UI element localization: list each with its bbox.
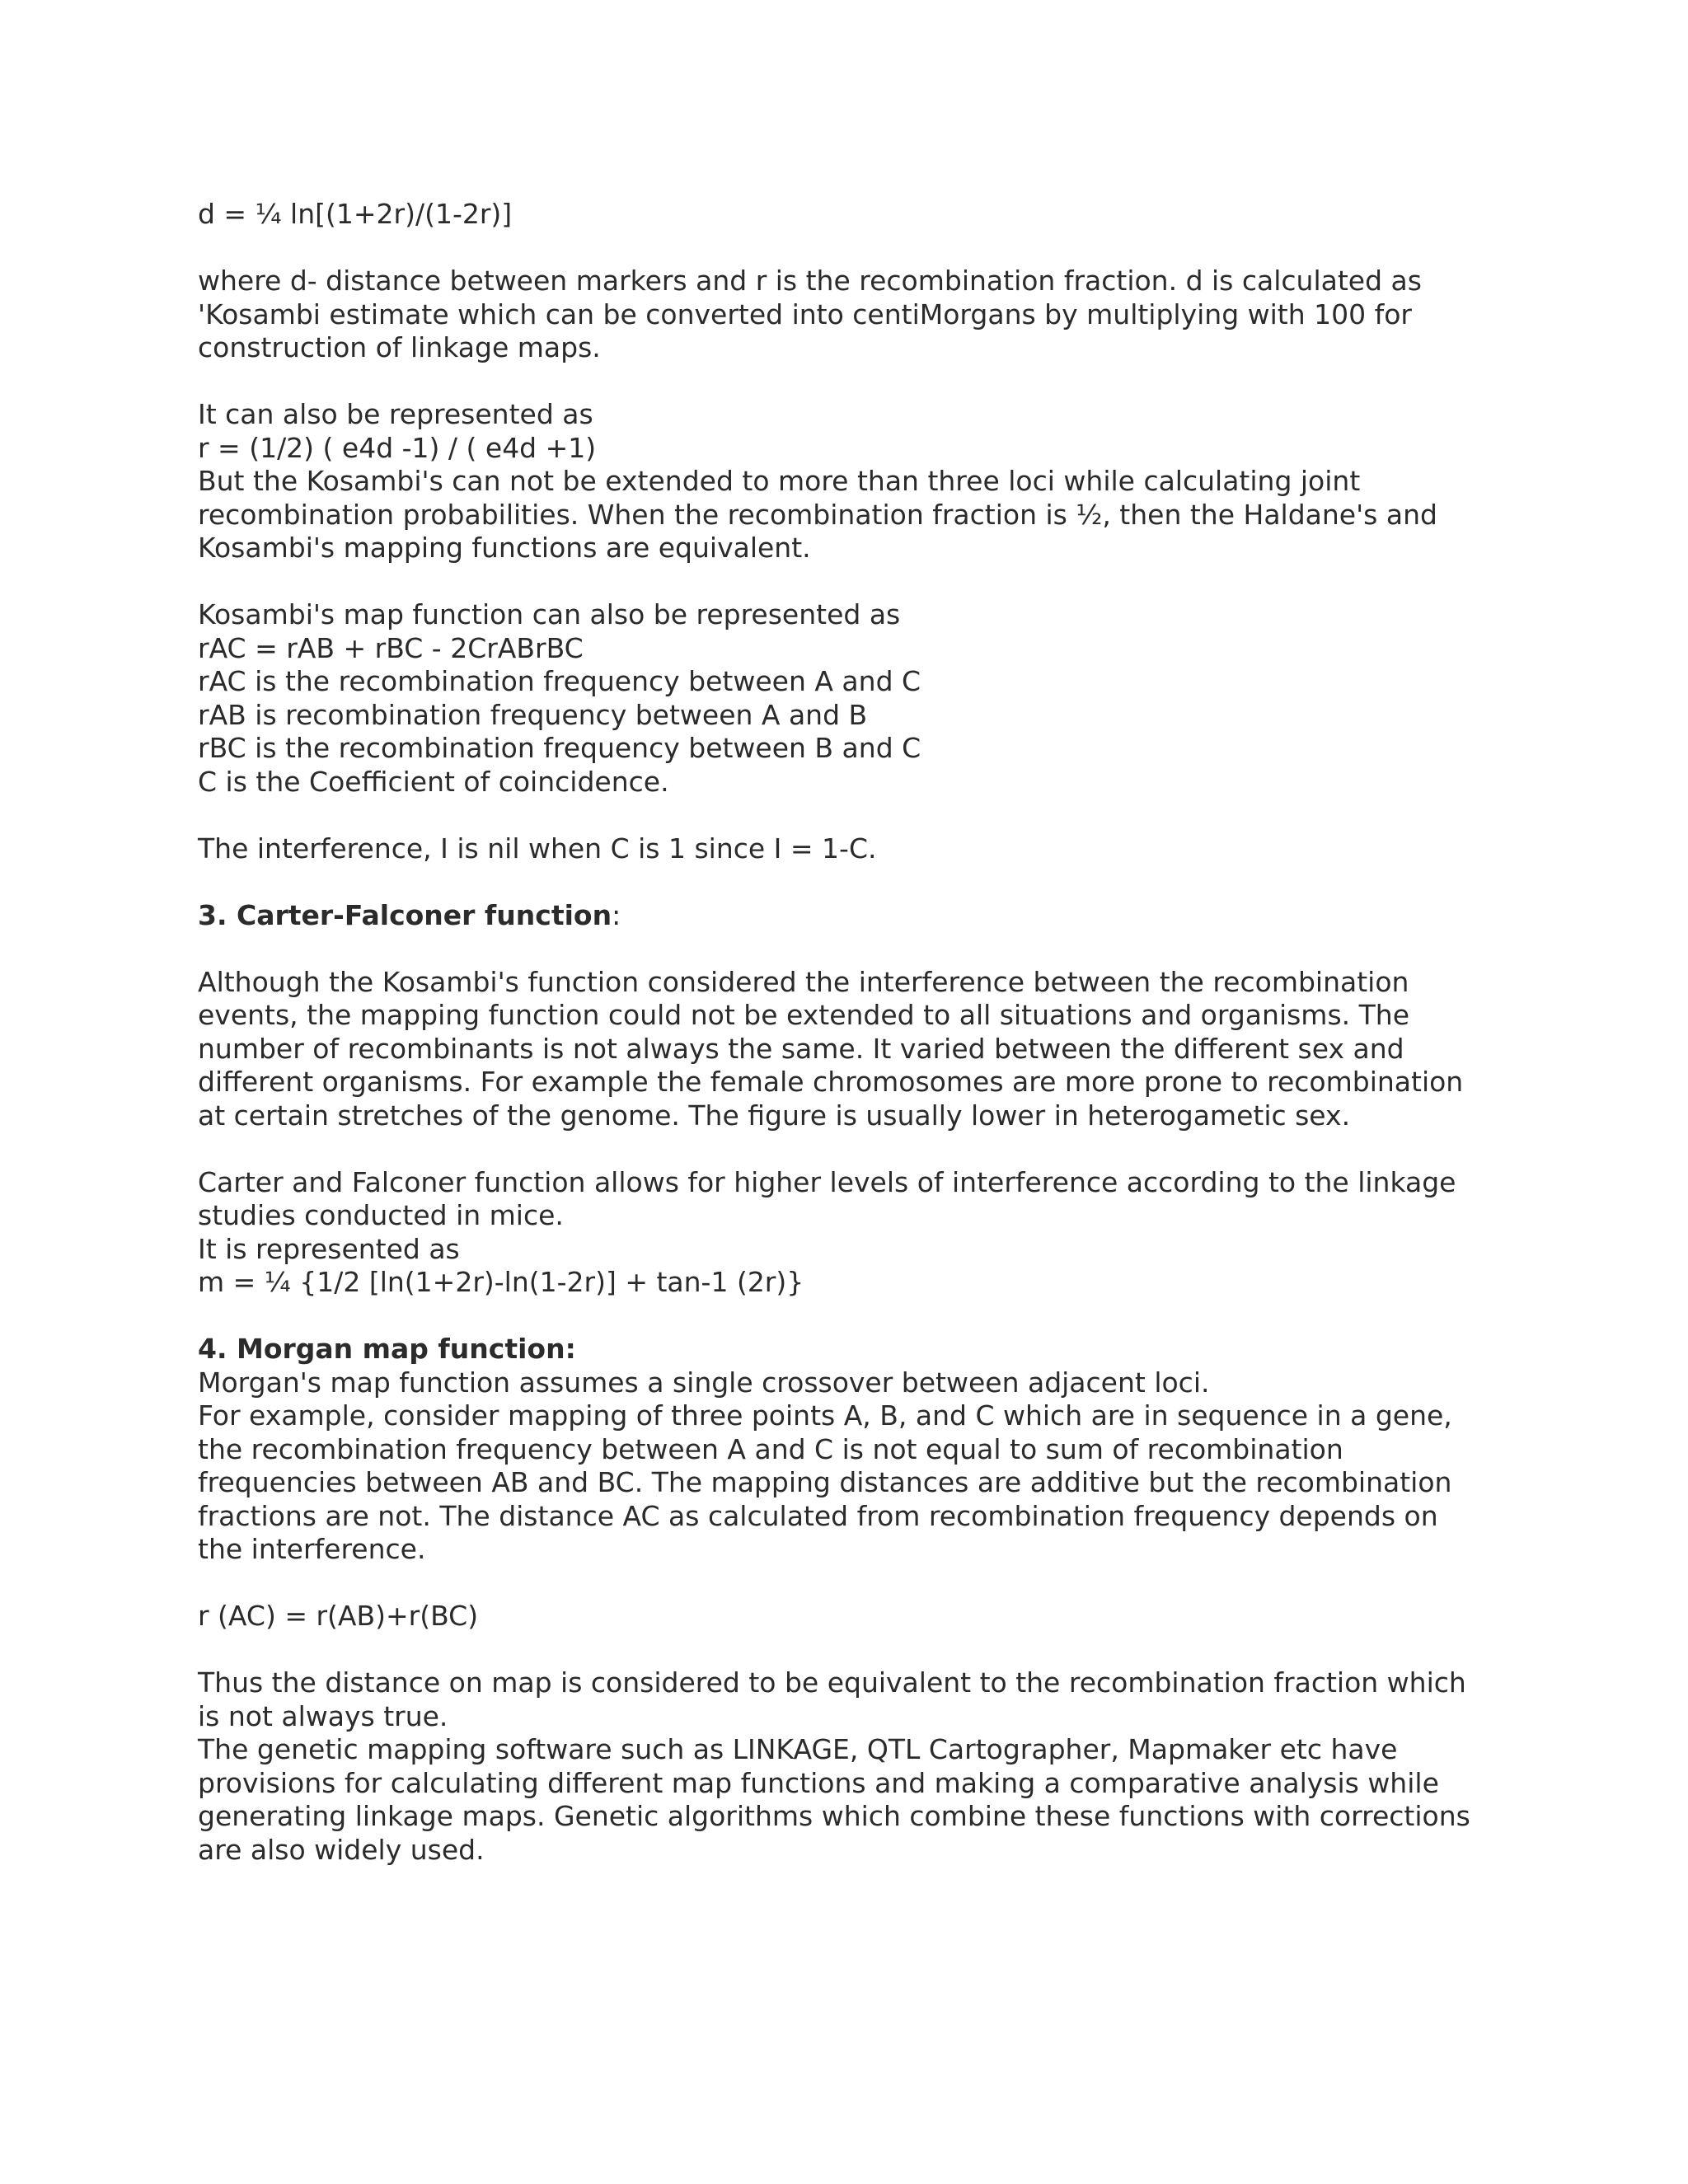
text-line: the recombination frequency between A and C is not equal to sum of recombination (198, 1432, 1343, 1465)
text-line: It is represented as (198, 1232, 460, 1265)
text-line: are also widely used. (198, 1833, 485, 1866)
text-line: rBC is the recombination frequency between B and C (198, 732, 921, 764)
text-line: But the Kosambi's can not be extended to more than three loci while calculating joint (198, 465, 1361, 497)
section-3-title: 3. Carter-Falconer function (198, 898, 612, 931)
text-line: Carter and Falconer function allows for higher levels of interference according to the linkage (198, 1165, 1456, 1198)
text-line: at certain stretches of the genome. The figure is usually lower in heterogametic sex. (198, 1099, 1351, 1132)
formula-line: rAC = rAB + rBC - 2CrABrBC (198, 631, 584, 664)
text-line: is not always true. (198, 1699, 448, 1732)
morgan-formula: r (AC) = r(AB)+r(BC) (198, 1600, 479, 1632)
section-3-heading (198, 899, 1517, 933)
section-4-paragraph-2 (198, 1666, 1517, 1867)
text-line: fractions are not. The distance AC as calculated from recombination frequency depends on (198, 1499, 1438, 1532)
text-line: the interference. (198, 1533, 426, 1565)
text-line: generating linkage maps. Genetic algorithms which combine these functions with corrections (198, 1800, 1470, 1832)
text-line: 'Kosambi estimate which can be converted into centiMorgans by multiplying with 100 for (198, 298, 1412, 330)
section-4-paragraph-1 (198, 1366, 1517, 1567)
kosambi-formula: d = ¼ ln[(1+2r)/(1-2r)] (198, 198, 513, 230)
text-line: construction of linkage maps. (198, 331, 601, 363)
section-3-paragraph-2 (198, 1166, 1517, 1300)
text-line: frequencies between AB and BC. The mapping distances are additive but the recombination (198, 1466, 1452, 1498)
text-line: Morgan's map function assumes a single crossover between adjacent loci. (198, 1366, 1210, 1399)
formula-line: r = (1/2) ( e4d -1) / ( e4d +1) (198, 431, 597, 464)
text-line: where d- distance between markers and r is the recombination fraction. d is calculated as (198, 265, 1422, 297)
text-line: It can also be represented as (198, 398, 593, 430)
text-line: Thus the distance on map is considered to be equivalent to the recombination fraction which (198, 1666, 1466, 1699)
text-line: C is the Coefficient of coincidence. (198, 765, 669, 798)
text-line: rAC is the recombination frequency between A and C (198, 665, 921, 697)
formula-line: m = ¼ {1/2 [ln(1+2r)-ln(1-2r)] + tan-1 (2r)} (198, 1266, 804, 1298)
section-4-heading: 4. Morgan map function: (198, 1333, 576, 1365)
text-line: different organisms. For example the female chromosomes are more prone to recombination (198, 1066, 1464, 1098)
interference-note: The interference, I is nil when C is 1 since I = 1-C. (198, 832, 877, 865)
text-line: events, the mapping function could not be extended to all situations and organisms. The (198, 999, 1409, 1031)
text-line: rAB is recombination frequency between A and B (198, 698, 868, 731)
kosambi-alt-representation (198, 398, 1517, 565)
kosambi-map-function (198, 598, 1517, 799)
text-line: The genetic mapping software such as LINKAGE, QTL Cartographer, Mapmaker etc have (198, 1733, 1398, 1765)
kosambi-explanation (198, 265, 1517, 365)
text-line: Although the Kosambi's function considered the interference between the recombination (198, 965, 1409, 998)
text-line: recombination probabilities. When the recombination fraction is ½, then the Haldane's and (198, 498, 1437, 531)
document-page (198, 198, 1517, 1867)
text-line: provisions for calculating different map functions and making a comparative analysis while (198, 1766, 1439, 1799)
text-line: studies conducted in mice. (198, 1199, 564, 1231)
text-line: Kosambi's mapping functions are equivalent. (198, 532, 811, 564)
text-line: number of recombinants is not always the same. It varied between the different sex and (198, 1032, 1404, 1065)
text-line: For example, consider mapping of three points A, B, and C which are in sequence in a gene, (198, 1399, 1452, 1432)
text-line: Kosambi's map function can also be represented as (198, 598, 901, 630)
section-3-colon: : (612, 898, 621, 931)
section-3-paragraph-1 (198, 966, 1517, 1133)
